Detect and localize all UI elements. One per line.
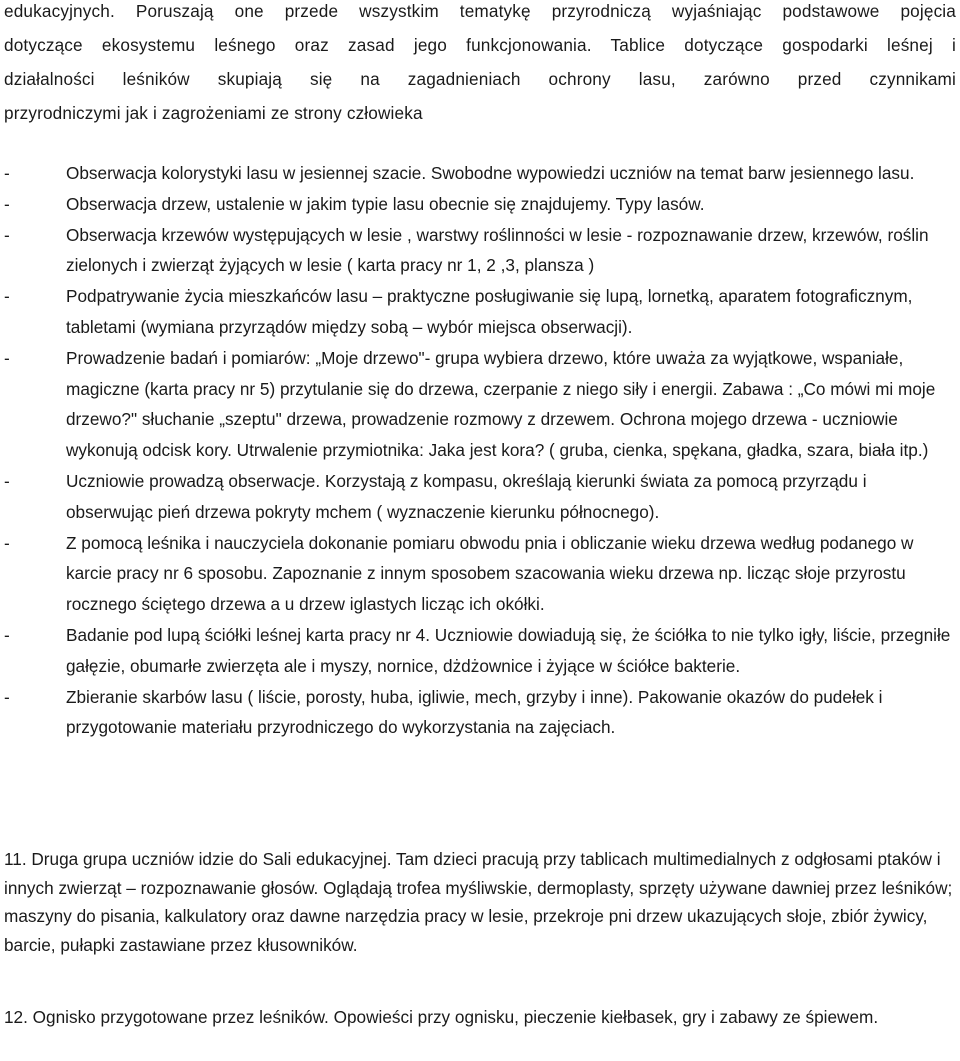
list-item [4,466,956,528]
list-item-text: Z pomocą leśnika i nauczyciela dokonanie pomiaru obwodu pnia i obliczanie wieku drzewa według podanego w karcie pracy nr 6 sposobu. Zapoznanie z innym sposobem szacowania wieku drzewa np. licząc słoje przyrostu rocznego ściętego drzewa a u drzew iglastych licząc ich okółki. [66,532,914,615]
list-item-text: Zbieranie skarbów lasu ( liście, porosty, huba, igliwie, mech, grzyby i inne). Pakowanie okazów do pudełek i przygotowanie materiału przyrodniczego do wykorzystania na zajęciach. [66,686,883,738]
list-bullet: - [4,163,10,183]
intro-line: działalności leśników skupiają się na zagadnieniach ochrony lasu, zarówno przed czynnikami [4,69,956,89]
list-item-text: Obserwacja krzewów występujących w lesie , warstwy roślinności w lesie - rozpoznawanie drzew, krzewów, roślin zielonych i zwierząt żyjących w lesie ( karta pracy nr 1, 2 ,3, plansza ) [66,224,929,276]
list-bullet: - [4,532,10,553]
list-item [4,528,956,620]
list-bullet: - [4,193,10,214]
list-item [4,189,956,220]
list-item [4,281,956,343]
list-item-text: Prowadzenie badań i pomiarów: „Moje drzewo"- grupa wybiera drzewo, które uważa za wyjątkowe, wspaniałe, magiczne (karta pracy nr 5) przytulanie się do drzewa, czerpanie z niego siły i energii. Zabawa : „Co mówi mi moje drzewo?" słuchanie „szeptu" drzewa, prowadzenie rozmowy z drzewem. Ochrona mojego drzewa - uczniowie wykonują odcisk kory. Utrwalenie przymiotnika: Jaka jest kora? ( gruba, cienka, spękana, gładka, szara, biała itp.) [66,347,936,461]
activities-list [4,158,956,743]
intro-paragraph [4,0,956,130]
list-item-text: Badanie pod lupą ściółki leśnej karta pracy nr 4. Uczniowie dowiadują się, że ściółka to nie tylko igły, liście, przegniłe gałęzie, obumarłe zwierzęta ale i myszy, nornice, dżdżownice i żyjące w ściółce bakterie. [66,624,951,676]
list-item [4,220,956,282]
list-item-text: Obserwacja drzew, ustalenie w jakim typie lasu obecnie się znajdujemy. Typy lasów. [66,193,705,214]
list-item [4,620,956,682]
intro-line: edukacyjnych. Poruszają one przede wszystkim tematykę przyrodniczą wyjaśniając podstawowe pojęcia [4,1,956,21]
paragraph-11: 11. Druga grupa uczniów idzie do Sali edukacyjnej. Tam dzieci pracują przy tablicach multimedialnych z odgłosami ptaków i innych zwierząt – rozpoznawanie głosów. Oglądają trofea myśliwskie, dermoplasty, sprzęty używane dawniej przez leśników; maszyny do pisania, kalkulatory oraz dawne narzędzia pracy w lesie, przekroje pni drzew ukazujących słoje, zbiór żywicy, barcie, pułapki zastawiane przez kłusowników. [4,849,953,955]
intro-line: przyrodniczymi jak i zagrożeniami ze strony człowieka [4,103,423,123]
list-item [4,682,956,744]
paragraph-12: 12. Ognisko przygotowane przez leśników. Opowieści przy ognisku, pieczenie kiełbasek, gry i zabawy ze śpiewem. [4,1007,879,1027]
list-bullet: - [4,224,10,245]
list-bullet: - [4,470,10,491]
intro-line: dotyczące ekosystemu leśnego oraz zasad jego funkcjonowania. Tablice dotyczące gospodarki leśnej i [4,35,956,55]
list-bullet: - [4,624,10,645]
list-bullet: - [4,347,10,368]
list-item-text: Uczniowie prowadzą obserwacje. Korzystają z kompasu, określają kierunki świata za pomocą przyrządu i obserwując pień drzewa pokryty mchem ( wyznaczenie kierunku północnego). [66,470,867,522]
list-item [4,158,956,189]
list-bullet: - [4,686,10,707]
list-bullet: - [4,286,10,307]
list-item-text: Podpatrywanie życia mieszkańców lasu – praktyczne posługiwanie się lupą, lornetką, aparatem fotograficznym, tabletami (wymiana przyrządów między sobą – wybór miejsca obserwacji). [66,286,913,337]
list-item [4,343,956,466]
list-item-text: Obserwacja kolorystyki lasu w jesiennej szacie. Swobodne wypowiedzi uczniów na temat barw jesiennego lasu. [66,163,915,183]
